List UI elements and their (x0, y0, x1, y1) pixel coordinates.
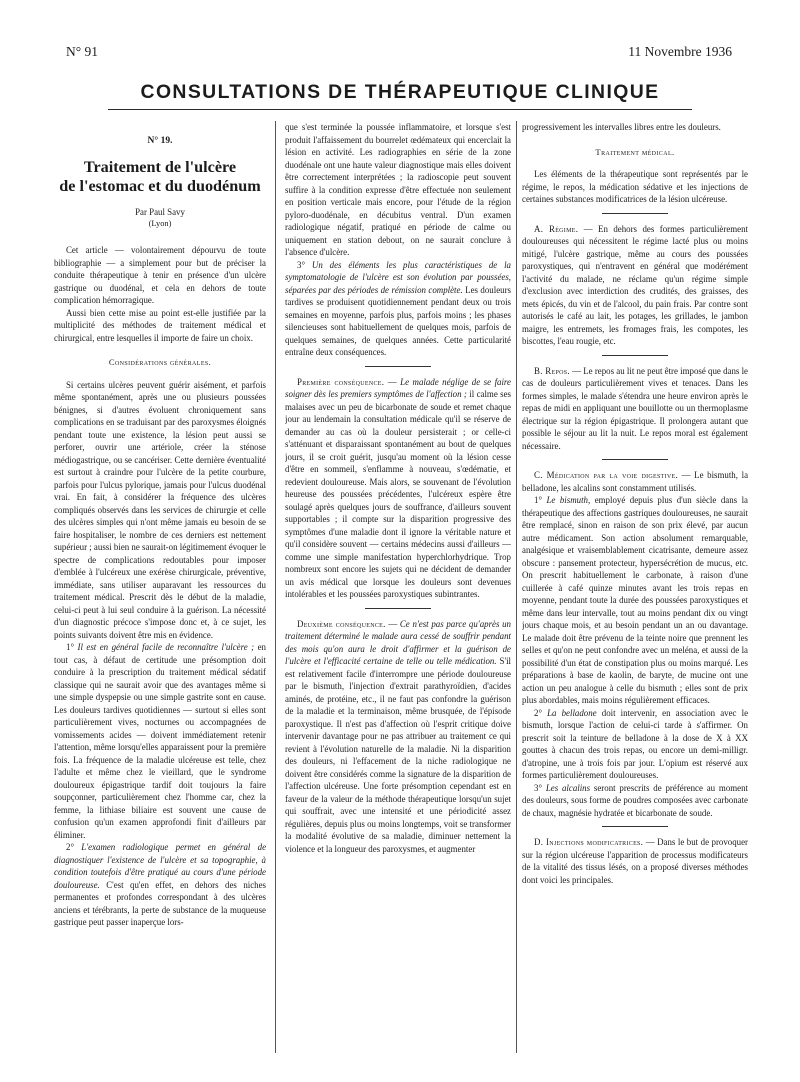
paragraph-text: employé depuis plus d'un siècle dans la thérapeutique des affections gastriques douloureuses, ne saurait être remplacé, sinon en raison de son prix élevé, par aucun autre médicament. Son action absolument remarquable, analgésique et vraisemblablement cicatrisante, demeure assez obscure : pansement protecteur, hypersécrétion de mucus, etc. On prescrit habituellement le carbonate, à raison d'une cuillerée à café quinze minutes avant les trois repas en moyenne, pendant toute la durée des poussées paroxystiques et même dans leur intervalle, tout au moins pendant dix ou vingt jours chaque mois, et au besoin pendant un an ou davantage. Le malade doit être prévenu de la teinte noire que prennent les selles et qu'on ne peut confondre avec un meléna, et aussi de la possibilité d'un état de constipation plus ou moins marqué. Les préparations à base de kaolin, de baryte, de mucine ont une action un peu analogue à celle du bismuth ; elles sont de prix plus abordables, mais moins régulièrement efficaces. (522, 495, 748, 705)
emphasis: Un des éléments les plus caractéristiques de la symptomatologie de l'ulcère est son évolution par poussées, séparées par des périodes de rémission complète. (285, 259, 511, 295)
paragraph: Deuxième conséquence. — Ce n'est pas parce qu'après un traitement déterminé le malade aura cessé de souffrir pendant des mois qu'on aura le droit d'affirmer et la guérison de l'ulcère et l'efficacité certaine de telle ou telle médication. S'il est relativement facile d'interrompre une période douloureuse par le bismuth, l'injection d'extrait parathyroïdien, d'acides aminés, de protéine, etc., il ne faut pas confondre la guérison de la maladie et la terminaison, même brusquée, de l'épisode paroxystique. Il n'est pas d'affection où l'esprit critique doive intervenir davantage pour ne pas attribuer au traitement ce qui revient à l'évolution naturelle de la maladie. Ni la disparition des douleurs, ni l'effacement de la niche radiologique ne doivent être considérés comme la signature de la disparition de l'affection ulcéreuse. Une forte présomption cependant est en faveur de la valeur de la méthode thérapeutique lorsqu'un sujet qui souffrait, avec une intensité et une périodicité assez régulières, depuis plus ou moins longtemps, voit se transformer la modalité évolutive de sa maladie, diminuer nettement la violence et la longueur des paroxysmes, et augmenter (285, 618, 511, 854)
emphasis: La belladone (547, 707, 597, 718)
paragraph: Cet article — volontairement dépourvu de toute bibliographie — a simplement pour but de préciser la conduite thérapeutique à tenir en présence d'un ulcère gastrique ou duodénal, et cela en dehors de toute complication hémorragique. (54, 245, 266, 305)
paragraph (522, 782, 748, 820)
paragraph-text: doit intervenir, en association avec le bismuth, lorsque l'action de celui-ci tarde à s'affirmer. On prescrit soit la teinture de belladone à la dose de X à XX gouttes à chacun des trois repas, ou encore un demi-milligr. d'atropine, une à trois fois par jour. L'opium est réservé aux formes particulièrement douloureuses. (522, 707, 748, 780)
section-heading: Traitement médical. (595, 146, 675, 157)
paragraph (522, 494, 748, 707)
separator (602, 826, 668, 827)
paragraph-text: — Le bismuth, la belladone, les alcalins sont constamment utilisés. (522, 470, 748, 493)
emphasis: Le malade néglige de se faire soigner dès les premiers symptômes de l'affection ; (285, 376, 511, 399)
paragraph: Si certains ulcères peuvent guérir aisément, et parfois même spontanément, après une ou plusieurs poussées bénignes, si d'autres évoluent chroniquement sans complications en se traduisant par des paroxysmes éloignés pendant toute une existence, la lésion peut aussi se perforer, ouvrir une artériole, créer la sténose médiogastrique, ou se cancériser. Cette dernière éventualité est surtout à craindre pour l'ulcère de la petite courbure, parfois pour l'ulcus pylorique, jamais pour l'ulcus duodénal vrai. En fait, à considérer la fréquence des ulcères compliqués observés dans les services de chirurgie et celle des ulcères simples qui n'ont même jamais eu besoin de se faire hospitaliser, le nombre de ces derniers est nettement supérieur ; aussi bien ne saurait-on légitimement évoquer le spectre de complications redoutables pour imposer d'emblée à l'ulcéreux une exérèse chirurgicale, préventive, immédiate, sans utiliser auparavant les ressources du traitement médical. Prescrit dès le début de la maladie, celui-ci peut à lui seul conduire à la guérison. La nécessité d'un diagnostic précoce s'impose donc et, à ce sujet, les points suivants doivent être mis en évidence. (54, 379, 266, 640)
subheading: B. Repos. (534, 365, 570, 376)
subheading: A. Régime. (534, 223, 579, 234)
paragraph-text: Les douleurs tardives se produisent quotidiennement pendant deux ou trois semaines en moyenne, parfois plus, parfois moins ; les phases silencieuses sont habituellement de quelques mois, parfois de quelques semaines, de quelques années. Cette particularité entraîne deux conséquences. (285, 284, 511, 357)
article-title (54, 158, 266, 196)
paragraph: Première conséquence. — Le malade néglige de se faire soigner dès les premiers symptômes de l'affection ; il calme ses malaises avec un peu de bicarbonate de soude et remet chaque jour au lendemain la consultation médicale qu'il se réserve de demander au cas où la douleur persisterait ; or celle-ci s'atténuant et disparaissant spontanément au bout de quelques jours, il se croit guérit, jusqu'au moment où la lésion cesse d'être en sommeil, s'enflamme à nouveau, s'œdématie, et redevient douloureuse. Mais alors, se souvenant de l'évolution heureuse des poussées précédentes, l'ulcéreux espère être soulagé après quelques jours de souffrance, d'ailleurs souvent supportables ; il compte sur la disparition progressive des symptômes d'une maladie dont il ignore la véritable nature et qu'il considère souvent — certains médecins aussi d'ailleurs — comme une simple manifestation hyperchlorhydrique. Trop nombreux sont encore les sujets qui ne décident de demander un avis médical que lorsque les douleurs sont devenues intolérables et les poussées paroxystiques subintrantes. (285, 376, 511, 599)
separator (602, 213, 668, 214)
subheading: D. Injections modificatrices. (534, 837, 644, 847)
paragraph (522, 836, 748, 886)
separator (602, 459, 668, 460)
paragraph-text: S'il est relativement facile d'interrompre une période douloureuse par le bismuth, l'injection d'extrait parathyroïdien, d'acides aminés, de protéine, etc., il ne faut pas confondre la guérison de la maladie et la terminaison, même brusquée, de l'épisode paroxystique. Il n'est pas d'affection où l'esprit critique doive intervenir davantage pour ne pas attribuer au traitement ce qui revient à l'évolution naturelle de la maladie. Ni la disparition des douleurs, ni l'effacement de la niche radiologique ne doivent être considérés comme la signature de la disparition de l'affection ulcéreuse. Une forte présomption cependant est en faveur de la valeur de la méthode thérapeutique lorsqu'un sujet qui souffrait, avec une intensité et une périodicité assez régulières, depuis plus ou moins longtemps, voit se transformer la modalité évolutive de sa maladie, diminuer nettement la violence et la longueur des paroxysmes, et augmenter (285, 656, 511, 854)
paragraph (54, 641, 266, 841)
separator (365, 366, 431, 367)
paragraph (522, 707, 748, 782)
paragraph-text: — En dehors des formes particulièrement douloureuses qui nécessitent le régime lacté plus ou moins mitigé, l'ulcère gastrique, même au cours des poussées paroxystiques, qui n'entravent en général que modérément l'activité du malade, ne réclame qu'un régime simple d'exclusion avec interdiction des crudités, des graisses, des mets épicés, du vin et de l'alcool, du pain frais. Par contre sont autorisés le café au lait, les potages, les grillades, le jambon maigre, les entremets, les fromages frais, les compotes, les biscottes, l'eau rougie, etc. (522, 223, 748, 346)
item-number: 3° (297, 259, 305, 270)
issue-number: N° 91 (66, 44, 99, 59)
item-number: 3° (534, 782, 542, 793)
paragraph-text: C'est qu'en effet, en dehors des niches permanentes et profondes correspondant à des ulcères anciens et térébrants, la perte de substance de la muqueuse gastrique peut passer inaperçue lors- (54, 879, 266, 927)
author-city: (Lyon) (148, 218, 172, 228)
emphasis: Les alcalins (545, 782, 591, 793)
issue-date: 11 Novembre 1936 (628, 44, 732, 59)
paragraph-text: en tout cas, à défaut de certitude une présomption doit conduire à la prescription du traitement médical sédatif classique qui ne saurait avoir que des avantages même si une simple dyspepsie ou une simple gastrite sont en cause. Les douleurs tardives quotidiennes — surtout si elles sont particulièrement vives, nocturnes ou accompagnées de vomissements acides — doivent immédiatement retenir l'attention, même lorsqu'elles apparaissent pour la première fois. La fréquence de la maladie ulcéreuse est telle, chez l'adulte et même chez le vieillard, que le syndrome douloureux épigastrique tardif doit toujours la faire soupçonner, particulièrement chez l'homme car, chez la femme, la lithiase biliaire est souvent une cause de confusion qu'un examen approfondi finit d'ailleurs par éliminer. (54, 642, 266, 840)
paragraph (522, 223, 748, 348)
section-title: CONSULTATIONS DE THÉRAPEUTIQUE CLINIQUE (140, 81, 660, 103)
paragraph-text: il calme ses malaises avec un peu de bicarbonate de soude et remet chaque jour au lendemain la consultation médicale qu'il se réserve de demander au cas où la douleur persisterait ; or celle-ci s'atténuant et disparaissant spontanément au bout de quelques jours, il se croit guérit, jusqu'au moment où la lésion cesse d'être en sommeil, s'enflamme à nouveau, s'œdématie, et redevient douloureuse. Mais alors, se souvenant de l'évolution heureuse des poussées précédentes, l'ulcéreux espère être soulagé après quelques jours de souffrance, d'ailleurs souvent supportables ; il compte sur la disparition progressive des symptômes d'une maladie dont il ignore la véritable nature et qu'il considère souvent — certains médecins aussi d'ailleurs — comme une simple manifestation hyperchlorhydrique. Trop nombreux sont encore les sujets qui ne décident de demander un avis médical que lorsque les douleurs sont devenues intolérables et les poussées paroxystiques subintrantes. (285, 389, 511, 599)
subheading: Deuxième conséquence. (297, 618, 386, 629)
column-3 (522, 121, 748, 1061)
emphasis: L'examen radiologique permet en général de diagnostiquer l'existence de l'ulcère et sa topographie, à condition toutefois d'être pratiqué au cours d'une période douloureuse. (54, 842, 266, 890)
subheading: Première conséquence. (297, 376, 385, 387)
item-number: 2° (66, 842, 74, 852)
item-number: 1° (66, 642, 74, 652)
paragraph: Aussi bien cette mise au point est-elle justifiée par la multiplicité des méthodes de traitement médical et chirurgical, entre lesquelles il importe de faire un choix. (54, 307, 266, 343)
column-2 (285, 121, 511, 1061)
paragraph (54, 841, 266, 929)
section-heading: Considérations générales. (108, 357, 212, 367)
paragraph-text: — Le repos au lit ne peut être imposé que dans le cas de douleurs particulièrement vives et tenaces. Dans les formes simples, le malade s'étendra une heure environ après le repas de midi en appliquant une bouillotte ou un thermoplasme électrique sur la région épigastrique. Il prolongera autant que possible le séjour au lit la nuit. Le repos moral est également nécessaire. (522, 365, 748, 451)
item-number: 2° (534, 707, 542, 718)
title-rule (108, 109, 692, 110)
emphasis: Ce n'est pas parce qu'après un traitement déterminé le malade aura cessé de souffrir pendant des mois qu'on aura le droit d'affirmer et la guérison de l'ulcère et l'efficacité certaine de telle ou telle médication. (285, 618, 511, 666)
separator (602, 355, 668, 356)
emphasis: Il est en général facile de reconnaître l'ulcère ; (77, 642, 255, 652)
paragraph (522, 469, 748, 494)
subheading: C. Médication par la voie digestive. (534, 470, 678, 480)
paragraph: que s'est terminée la poussée inflammatoire, et lorsque s'est produit l'affaissement du bourrelet œdémateux qui encerclait la lésion en activité. Les radiographies en série de la zone duodénale ont une haute valeur diagnostique mais elles doivent être correctement interprétées ; la radioscopie peut souvent suffire à la condition expresse d'être effectuée non seulement en position verticale mais encore, pour l'étude de la région pyloro-duodénale, en décubitus ventral. D'un examen radiologique négatif, pratiqué en période de calme ou uniquement en station debout, on ne saurait conclure à l'absence d'ulcère. (285, 122, 511, 257)
paragraph (285, 259, 511, 359)
paragraph (522, 365, 748, 453)
byline: Par Paul Savy (135, 206, 185, 217)
article-title-line1: Traitement de l'ulcère (83, 157, 237, 176)
column-1 (54, 121, 266, 1061)
separator (365, 608, 431, 609)
paragraph-text: — Dans le but de provoquer sur la région ulcéreuse l'apparition de processus modificateurs de la vitalité des tissus lésés, on a proposé diverses méthodes dont voici les principales. (522, 837, 748, 885)
paragraph: Les éléments de la thérapeutique sont représentés par le régime, le repos, la médication sédative et les injections de certaines substances modificatrices de la lésion ulcéreuse. (522, 169, 748, 204)
article-number: N° 19. (147, 136, 173, 146)
column-divider (516, 121, 517, 1053)
article-title-line2: de l'estomac et du duodénum (59, 176, 261, 195)
paragraph: progressivement les intervalles libres entre les douleurs. (522, 122, 721, 132)
column-divider (275, 121, 276, 1053)
paragraph-text: seront prescrits de préférence au moment des douleurs, sous forme de poudres composées avec carbonate de chaux, magnésie hydratée et bicarbonate de soude. (522, 782, 748, 818)
item-number: 1° (534, 495, 542, 505)
emphasis: Le bismuth, (546, 495, 591, 505)
running-header (66, 44, 732, 62)
